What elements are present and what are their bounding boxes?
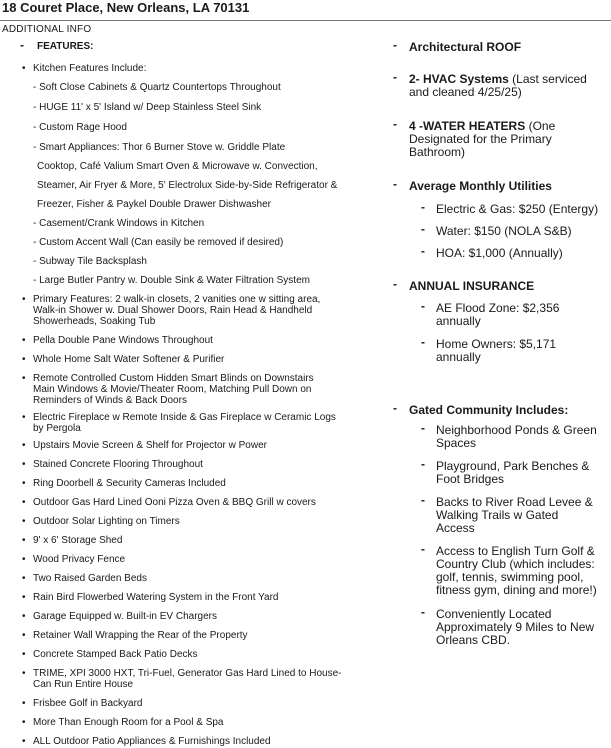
bullet-icon: • — [22, 736, 26, 747]
page-title: 18 Couret Place, New Orleans, LA 70131 — [2, 0, 250, 15]
sub-dash: - — [421, 493, 425, 507]
bullet-icon: • — [22, 554, 26, 565]
list-item: Outdoor Gas Hard Lined Ooni Pizza Oven & BBQ Grill w covers — [33, 497, 316, 508]
kitchen-item: - Smart Appliances: Thor 6 Burner Stove w. Griddle Plate — [33, 142, 286, 153]
gated-item: Conveniently Located — [436, 607, 552, 621]
insurance-dash: - — [393, 277, 397, 291]
bullet-icon: • — [22, 698, 26, 709]
list-item: Main Windows & Movie/Theater Room, Matching Pull Down on — [33, 384, 312, 395]
gated-item: Walking Trails w Gated — [436, 508, 559, 522]
hvac-dash: - — [393, 70, 397, 84]
bullet-icon: • — [22, 717, 26, 728]
hvac-note: (Last serviced — [508, 72, 587, 86]
list-item: Pella Double Pane Windows Throughout — [33, 335, 213, 346]
kitchen-heading: Kitchen Features Include: — [33, 63, 147, 74]
features-heading: FEATURES: — [37, 41, 94, 52]
list-item: ALL Outdoor Patio Appliances & Furnishings Included — [33, 736, 271, 747]
gated-item: Spaces — [436, 436, 477, 450]
list-item: TRIME, XPI 3000 HXT, Tri-Fuel, Generator Gas Hard Lined to House- — [33, 668, 342, 679]
section-label: ADDITIONAL INFO — [2, 24, 92, 35]
bullet-icon: • — [22, 294, 26, 305]
bullet-icon: • — [22, 611, 26, 622]
bullet-icon: • — [22, 535, 26, 546]
bullet-icon: • — [22, 63, 26, 74]
bullet-icon: • — [22, 440, 26, 451]
kitchen-item: Freezer, Fisher & Paykel Double Drawer Dishwasher — [37, 199, 271, 210]
bullet-icon: • — [22, 335, 26, 346]
gated-item: Access — [436, 521, 475, 535]
bullet-icon: • — [22, 592, 26, 603]
gated-item: golf, tennis, swimming pool, — [436, 570, 584, 584]
list-item: Upstairs Movie Screen & Shelf for Projector w Power — [33, 440, 267, 451]
header-divider — [0, 20, 611, 21]
sub-dash: - — [421, 457, 425, 471]
heaters-note: (One — [525, 119, 556, 133]
roof-dash: - — [393, 38, 397, 52]
kitchen-item: Cooktop, Café Valium Smart Oven & Microwave w. Convection, — [37, 161, 318, 172]
gated-item: Access to English Turn Golf & — [436, 544, 595, 558]
kitchen-item: - Soft Close Cabinets & Quartz Countertops Throughout — [33, 82, 281, 93]
list-item: Whole Home Salt Water Softener & Purifier — [33, 354, 225, 365]
list-item: Walk-in Shower w. Dual Shower Doors, Rain Head & Handheld — [33, 305, 313, 316]
list-item: Showerheads, Soaking Tub — [33, 316, 156, 327]
list-item: Concrete Stamped Back Patio Decks — [33, 649, 198, 660]
gated-item: Approximately 9 Miles to New — [436, 620, 595, 634]
insurance-item: Home Owners: $5,171 — [436, 337, 557, 351]
sub-dash: - — [421, 200, 425, 214]
kitchen-item: - Subway Tile Backsplash — [33, 256, 147, 267]
heaters-bold: 4 -WATER HEATERS — [409, 119, 526, 133]
list-item: Remote Controlled Custom Hidden Smart Blinds on Downstairs — [33, 373, 314, 384]
sub-dash: - — [421, 335, 425, 349]
list-item: Two Raised Garden Beds — [33, 573, 147, 584]
kitchen-item: - HUGE 11' x 5' Island w/ Deep Stainless Steel Sink — [33, 102, 262, 113]
gated-item: Backs to River Road Levee & — [436, 495, 593, 509]
list-item: Retainer Wall Wrapping the Rear of the Property — [33, 630, 248, 641]
insurance-item: annually — [436, 314, 481, 328]
utility-item: HOA: $1,000 (Annually) — [436, 246, 563, 260]
gated-item: Neighborhood Ponds & Green — [436, 423, 597, 437]
gated-dash: - — [393, 401, 397, 415]
list-item: Can Run Entire House — [33, 679, 134, 690]
list-item: Ring Doorbell & Security Cameras Included — [33, 478, 226, 489]
gated-item: Foot Bridges — [436, 472, 505, 486]
bullet-icon: • — [22, 649, 26, 660]
bullet-icon: • — [22, 412, 26, 423]
list-item: Electric Fireplace w Remote Inside & Gas Fireplace w Ceramic Logs — [33, 412, 336, 423]
sub-dash: - — [421, 421, 425, 435]
insurance-item: AE Flood Zone: $2,356 — [436, 301, 560, 315]
bullet-icon: • — [22, 668, 26, 679]
list-item: Rain Bird Flowerbed Watering System in the Front Yard — [33, 592, 279, 603]
sub-dash: - — [421, 299, 425, 313]
list-item: Wood Privacy Fence — [33, 554, 126, 565]
roof-heading: Architectural ROOF — [409, 40, 522, 54]
bullet-icon: • — [22, 497, 26, 508]
hvac-line2: and cleaned 4/25/25) — [409, 85, 522, 99]
utility-item: Electric & Gas: $250 (Entergy) — [436, 202, 599, 216]
list-item: Stained Concrete Flooring Throughout — [33, 459, 203, 470]
bullet-icon: • — [22, 373, 26, 384]
utilities-heading: Average Monthly Utilities — [409, 179, 552, 193]
gated-item: fitness gym, dining and more!) — [436, 583, 597, 597]
bullet-icon: • — [22, 354, 26, 365]
features-dash: - — [20, 38, 24, 52]
insurance-heading: ANNUAL INSURANCE — [409, 279, 535, 293]
heaters-line2: Designated for the Primary — [409, 132, 552, 146]
sub-dash: - — [421, 222, 425, 236]
list-item: Reminders of Winds & Back Doors — [33, 395, 187, 406]
sub-dash: - — [421, 542, 425, 556]
insurance-item: annually — [436, 350, 481, 364]
gated-item: Country Club (which includes: — [436, 557, 595, 571]
hvac-bold: 2- HVAC Systems — [409, 72, 509, 86]
bullet-icon: • — [22, 516, 26, 527]
list-item: by Pergola — [33, 423, 81, 434]
kitchen-item: - Large Butler Pantry w. Double Sink & Water Filtration System — [33, 275, 310, 286]
heaters-line3: Bathroom) — [409, 145, 466, 159]
kitchen-item: - Custom Rage Hood — [33, 122, 127, 133]
list-item: Primary Features: 2 walk-in closets, 2 vanities one w sitting area, — [33, 294, 321, 305]
kitchen-item: - Casement/Crank Windows in Kitchen — [33, 218, 205, 229]
kitchen-item: Steamer, Air Fryer & More, 5' Electrolux Side-by-Side Refrigerator & — [37, 180, 338, 191]
list-item: Garage Equipped w. Built-in EV Chargers — [33, 611, 217, 622]
gated-item: Orleans CBD. — [436, 633, 511, 647]
gated-item: Playground, Park Benches & — [436, 459, 590, 473]
bullet-icon: • — [22, 573, 26, 584]
bullet-icon: • — [22, 630, 26, 641]
list-item: Frisbee Golf in Backyard — [33, 698, 143, 709]
kitchen-item: - Custom Accent Wall (Can easily be removed if desired) — [33, 237, 284, 248]
bullet-icon: • — [22, 459, 26, 470]
bullet-icon: • — [22, 478, 26, 489]
sub-dash: - — [421, 605, 425, 619]
heaters-dash: - — [393, 117, 397, 131]
gated-heading: Gated Community Includes: — [409, 403, 569, 417]
utilities-dash: - — [393, 177, 397, 191]
list-item: More Than Enough Room for a Pool & Spa — [33, 717, 224, 728]
list-item: 9' x 6' Storage Shed — [33, 535, 123, 546]
list-item: Outdoor Solar Lighting on Timers — [33, 516, 180, 527]
utility-item: Water: $150 (NOLA S&B) — [436, 224, 572, 238]
sub-dash: - — [421, 244, 425, 258]
